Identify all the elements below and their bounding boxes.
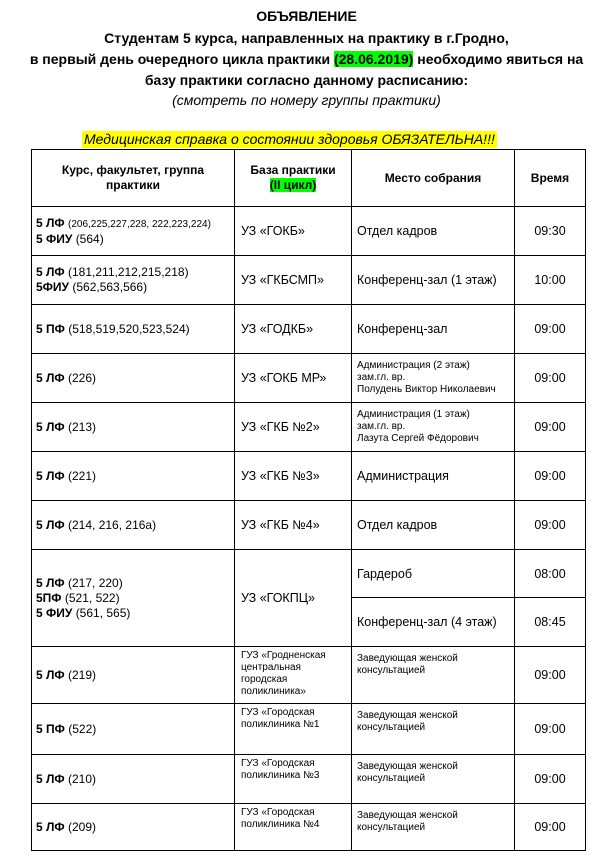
- course-cell: 5 ЛФ (181,211,212,215,218) 5ФИУ (562,563,566): [32, 256, 235, 305]
- place-cell: Гардероб: [352, 550, 515, 598]
- place-cell: Администрация (2 этаж) зам.гл. вр. Полудень Виктор Николаевич: [352, 354, 515, 403]
- base-cell: ГУЗ «Городская поликлиника №1: [235, 704, 352, 755]
- header-course: Курс, факультет, группа практики: [32, 150, 235, 207]
- course-cell: 5 ЛФ (221): [32, 452, 235, 501]
- table-row: [32, 704, 586, 755]
- announcement-line-1: Студентам 5 курса, направленных на практику в г.Гродно,: [104, 30, 509, 46]
- medical-notice: Медицинская справка о состоянии здоровья ОБЯЗАТЕЛЬНА!!!: [84, 131, 495, 147]
- place-cell: Конференц-зал: [352, 305, 515, 354]
- base-cell: УЗ «ГОКБ МР»: [235, 354, 352, 403]
- practice-date: (28.06.2019): [333, 51, 414, 67]
- table-row: [32, 550, 586, 598]
- place-cell: Заведующая женской консультацией: [352, 755, 515, 804]
- table-row: [32, 452, 586, 501]
- base-cell: ГУЗ «Городская поликлиника №4: [235, 804, 352, 851]
- base-cell: УЗ «ГКБ №2»: [235, 403, 352, 452]
- base-cell: УЗ «ГОДКБ»: [235, 305, 352, 354]
- base-cell: ГУЗ «Городская поликлиника №3: [235, 755, 352, 804]
- place-cell: Заведующая женской консультацией: [352, 647, 515, 704]
- table-row: [32, 647, 586, 704]
- place-cell: Администрация (1 этаж) зам.гл. вр. Лазута Сергей Фёдорович: [352, 403, 515, 452]
- table-row: [32, 256, 586, 305]
- table-row: [32, 501, 586, 550]
- place-cell: Отдел кадров: [352, 501, 515, 550]
- time-cell: 09:00: [515, 403, 586, 452]
- table-header-row: [32, 150, 586, 207]
- time-cell: 09:00: [515, 305, 586, 354]
- place-cell: Заведующая женской консультацией: [352, 704, 515, 755]
- announcement-line-3: базу практики согласно данному расписанию:: [144, 72, 469, 88]
- base-cell: ГУЗ «Гродненская центральная городская поликлиника»: [235, 647, 352, 704]
- table-row: [32, 755, 586, 804]
- place-cell: Конференц-зал (4 этаж): [352, 598, 515, 647]
- time-cell: 09:00: [515, 755, 586, 804]
- time-cell: 09:00: [515, 804, 586, 851]
- base-cell: УЗ «ГКБ №4»: [235, 501, 352, 550]
- course-cell: 5 ЛФ (214, 216, 216а): [32, 501, 235, 550]
- time-cell: 09:30: [515, 207, 586, 256]
- time-cell: 08:45: [515, 598, 586, 647]
- table-row: [32, 207, 586, 256]
- header-place: Место собрания: [352, 150, 515, 207]
- table-row: [32, 354, 586, 403]
- table-row: [32, 403, 586, 452]
- schedule-table: [31, 149, 586, 851]
- place-cell: Отдел кадров: [352, 207, 515, 256]
- course-cell: 5 ЛФ (213): [32, 403, 235, 452]
- course-cell: 5 ЛФ (206,225,227,228, 222,223,224) 5 ФИУ (564): [32, 207, 235, 256]
- time-cell: 09:00: [515, 501, 586, 550]
- time-cell: 10:00: [515, 256, 586, 305]
- course-cell: 5 ПФ (522): [32, 704, 235, 755]
- time-cell: 09:00: [515, 647, 586, 704]
- course-cell: 5 ПФ (518,519,520,523,524): [32, 305, 235, 354]
- place-cell: Заведующая женской консультацией: [352, 804, 515, 851]
- header-base-cycle: (II цикл): [269, 178, 317, 192]
- time-cell: 09:00: [515, 354, 586, 403]
- base-cell: УЗ «ГКБ №3»: [235, 452, 352, 501]
- course-cell: 5 ЛФ (210): [32, 755, 235, 804]
- header-base: База практики (II цикл): [235, 150, 352, 207]
- time-cell: 09:00: [515, 704, 586, 755]
- course-cell: 5 ЛФ (219): [32, 647, 235, 704]
- place-cell: Администрация: [352, 452, 515, 501]
- header-time: Время: [515, 150, 586, 207]
- table-row: [32, 804, 586, 851]
- base-cell: УЗ «ГОКПЦ»: [235, 550, 352, 647]
- course-cell: 5 ЛФ (209): [32, 804, 235, 851]
- announcement-subtitle: (смотреть по номеру группы практики): [172, 92, 441, 108]
- table-row: [32, 305, 586, 354]
- course-cell: 5 ЛФ (217, 220) 5ПФ (521, 522) 5 ФИУ (561, 565): [32, 550, 235, 647]
- place-cell: Конференц-зал (1 этаж): [352, 256, 515, 305]
- course-cell: 5 ЛФ (226): [32, 354, 235, 403]
- base-cell: УЗ «ГОКБ»: [235, 207, 352, 256]
- base-cell: УЗ «ГКБСМП»: [235, 256, 352, 305]
- announcement-title: ОБЪЯВЛЕНИЕ: [256, 8, 357, 24]
- time-cell: 09:00: [515, 452, 586, 501]
- announcement-line-2: в первый день очередного цикла практики (28.06.2019) необходимо явиться на: [29, 51, 584, 67]
- time-cell: 08:00: [515, 550, 586, 598]
